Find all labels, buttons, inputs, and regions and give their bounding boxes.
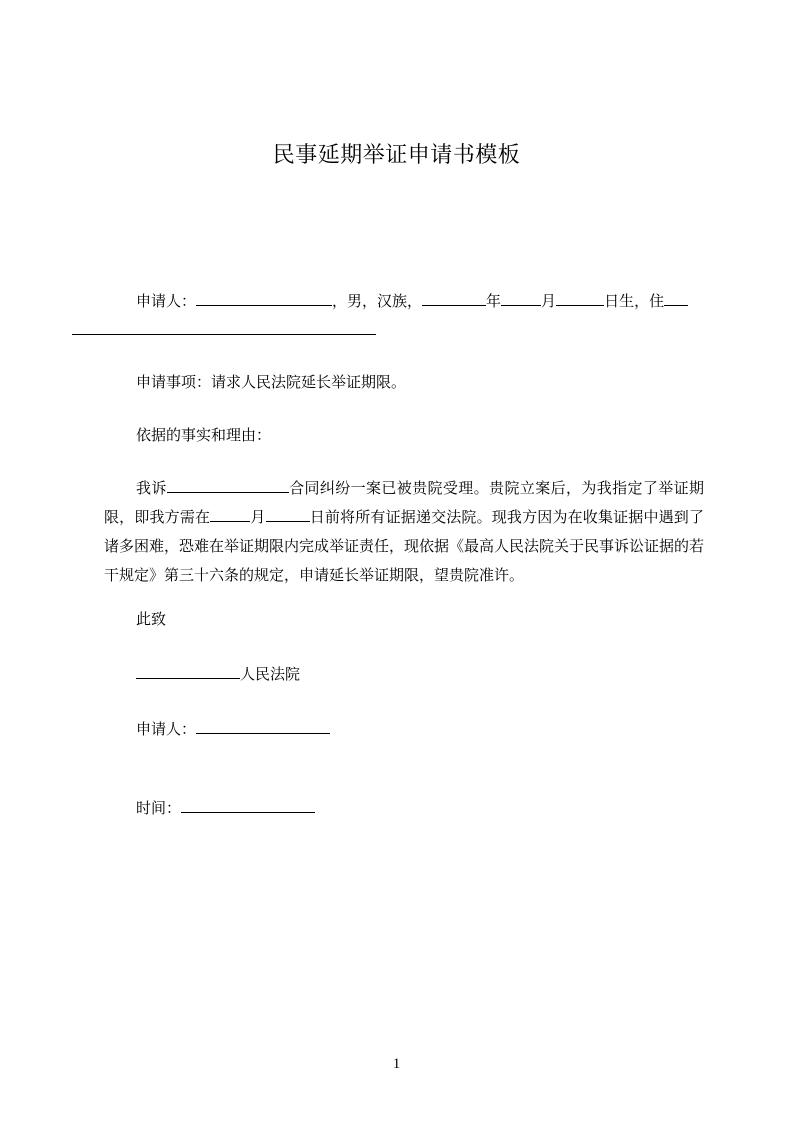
birth-year-blank xyxy=(422,291,486,306)
court-name-blank xyxy=(136,664,240,679)
birth-month-blank xyxy=(501,291,541,306)
basis-heading: 依据的事实和理由： xyxy=(136,426,272,444)
applicant-label: 申请人： xyxy=(136,292,197,310)
page-number: 1 xyxy=(392,1056,401,1072)
facts-paragraph xyxy=(104,474,704,590)
time-blank xyxy=(181,798,315,813)
deadline-day-blank xyxy=(266,507,310,522)
court-line xyxy=(104,660,704,689)
facts-part-a: 合同纠纷一案已被贵院受理。贵院立案后，为我指定了举证期限，即我方需在 xyxy=(104,479,704,526)
application-matter: 申请事项：请求人民法院延长举证期限。 xyxy=(136,373,407,391)
court-suffix: 人民法院 xyxy=(240,665,301,683)
birth-day-blank xyxy=(556,291,604,306)
facts-prefix: 我诉 xyxy=(136,479,167,497)
time-line xyxy=(104,794,704,823)
document-title: 民事延期举证申请书模板 xyxy=(272,143,521,168)
residence-blank-start xyxy=(664,291,688,306)
applicant-name-blank xyxy=(196,291,332,306)
signature-blank xyxy=(196,719,330,734)
birth-residence-text: 日生，住 xyxy=(604,292,665,310)
gender-ethnicity-text: ，男，汉族， xyxy=(332,292,423,310)
signature-line xyxy=(104,715,704,744)
year-text: 年 xyxy=(486,292,502,310)
closing-salutation: 此致 xyxy=(136,610,167,628)
residence-blank xyxy=(72,320,376,335)
facts-part-b: 日前将所有证据递交法院。现我方因为在收集证据中遇到了诸多困难，恐难在举证期限内完成举证责任，现依据《最高人民法院关于民事诉讼证据的若干规定》第三十六条的规定，申请延长举证期限，望贵院准许。 xyxy=(104,508,705,584)
deadline-month-blank xyxy=(210,507,250,522)
contract-party-blank xyxy=(167,478,289,493)
deadline-month-text: 月 xyxy=(250,508,266,526)
signature-label: 申请人： xyxy=(136,720,197,738)
time-label: 时间： xyxy=(136,799,182,817)
month-text: 月 xyxy=(541,292,557,310)
applicant-paragraph xyxy=(104,287,704,345)
